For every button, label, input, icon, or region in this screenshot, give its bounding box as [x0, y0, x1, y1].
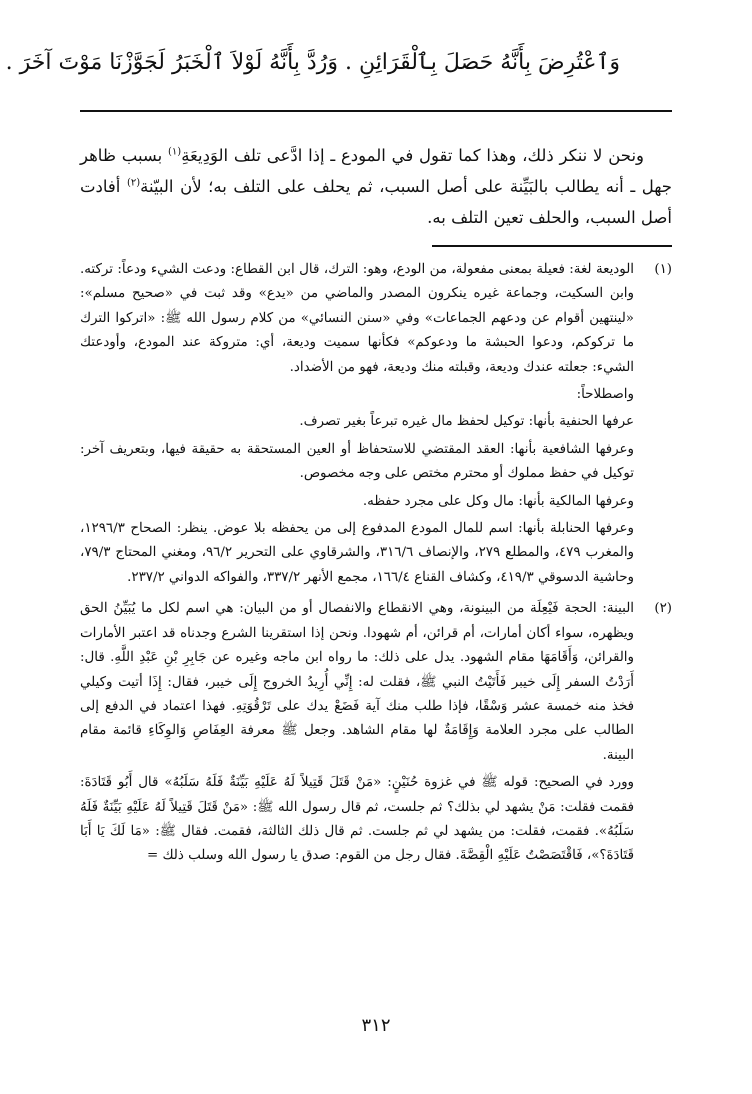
footnote-body	[80, 258, 634, 593]
footnotes	[80, 258, 672, 872]
footnote-paragraph: عرفها الحنفية بأنها: توكيل لحفظ مال غيره تبرعاً بغير تصرف.	[299, 414, 634, 430]
header-rule	[80, 110, 672, 112]
main-text-part-3: أفادت أصل السبب، والحلف تعين التلف به.	[80, 177, 672, 227]
footnote-body	[80, 597, 634, 871]
main-text-part-1: ونحن لا ننكر ذلك، وهذا كما تقول في المودع ـ إذا ادَّعى تلف الوَدِيعَةِ	[181, 146, 645, 165]
footnote-paragraph: وعرفها المالكية بأنها: مال وكل على مجرد حفظه.	[362, 493, 634, 509]
verse-line: وَٱعْتُرِضَ بِأَنَّهُ حَصَلَ بِٱلْقَرَائِنِ . وَرُدَّ بِأَنَّهُ لَوْلاَ ٱلْخَبَرُ لَجَوَّزْنَا مَوْتَ آخَرَ .	[5, 50, 620, 75]
footnote-number: (٢)	[654, 601, 672, 617]
page-number: ٣١٢	[361, 1015, 391, 1036]
footnote-paragraph: البينة: الحجة فَيْعِلَة من البينونة، وهي الانقطاع والانفصال أو من البيان: هي اسم لكل ما يُبَيِّنُ الحق ويظهره، سواء أكان أمارات، أم قرائن، أم شهودا. ونحن إذا استقرينا الشرع وجدناه قد اعتبر الأمارات والقرائن، وَأَقَامَهَا مقام الشهود. يدل على ذلك: ما رواه ابن ماجه وغيره عن جَابِرِ بْنِ عَبْدِ اللَّهِ. قال: أَرَدْتُ السفر إِلَى خيبر فَأَتَيْتُ النبي ﷺ، فقلت له: إِنِّي أُرِيدُ الخروج إِلَى خيبر، فقال: إِذَا أتيت وكيلي فخذ منه خمسة عشر وَسْقًا، فإذا طلب منك آية فَضَعْ يدك على تَرْقُوَتِهِ. فهذا اعتماد في الدفع إلى الطالب على مجرد العلامة وَإِقَامَةٌ لها مقام الشاهد. وجعل ﷺ معرفة العِفَاصِ وَالوِكَاءِ قائمة مقام البينة.	[80, 601, 634, 763]
footnote-paragraph: واصطلاحاً:	[576, 387, 634, 403]
footnote-2	[80, 597, 672, 871]
footnote-separator	[432, 245, 672, 247]
main-text	[80, 140, 672, 233]
footnote-ref-2[interactable]: (٢)	[126, 177, 141, 189]
main-paragraph	[80, 140, 672, 233]
footnote-paragraph: الوديعة لغة: فعيلة بمعنى مفعولة، من الودع، وهو: الترك، قال ابن القطاع: ودعت الشيء ودعاً: تركته. وابن السكيت، وجماعة غيره ينكرون المصدر والماضي من «يدع» وقد ثبت في «صحيح مسلم»: «لينتهين أقوام عن ودعهم الجماعات» وفي «سنن النسائي» من كلام رسول الله ﷺ: «اتركوا الترك ما تركوكم، ودعوا الحبشة ما ودعوكم» فكأنها سميت وديعة، أي: متروكة عند المودع، وأودعتك الشيء: جعلته عندك وديعة، وقبلته منك وديعة، فهو من الأضداد.	[80, 262, 634, 375]
footnote-paragraph: وورد في الصحيح: قوله ﷺ في غزوة حُنَيْنٍ: «مَنْ قَتَلَ قَتِيلاً لَهُ عَلَيْهِ بَيِّنَةٌ فَلَهُ سَلَبُهُ» قال أَبُو قَتَادَةَ: فقمت فقلت: مَنْ يشهد لي بذلك؟ ثم جلست، ثم قال رسول الله ﷺ: «مَنْ قَتَلَ قَتِيلاً لَهُ عَلَيْهِ بَيِّنَةٌ فَلَهُ سَلَبُهُ». فقمت، فقلت: من يشهد لي ثم جلست. ثم قال ذلك الثالثة، فقمت. فقال ﷺ: «مَا لَكَ يَا أَبَا قَتَادَةَ؟»، فَاقْتَصَصْتُ عَلَيْهِ الْقِصَّةَ. فقال رجل من القوم: صدق يا رسول الله وسلب ذلك =	[80, 775, 634, 864]
footnote-number: (١)	[654, 262, 672, 277]
main-text-part-2: بسبب ظاهر جهل ـ أنه يطالب بالبَيِّنة على أصل السبب، ثم يحلف على التلف به؛ لأن البيّنة	[80, 146, 673, 196]
footnote-1	[80, 258, 672, 593]
footnote-paragraph: وعرفها الحنابلة بأنها: اسم للمال المودع المدفوع إلى من يحفظه بلا عوض. ينظر: الصحاح ١٢٩٦/٣، والمغرب ٤٧٩، والمطلع ٢٧٩، والإنصاف ٣١٦/٦، والشرقاوي على التحرير ٩٦/٢، ومغني المحتاج ٧٩/٣، وحاشية الدسوقي ٤١٩/٣، وكشاف القناع ١٦٦/٤، مجمع الأنهر ٣٣٧/٢، والفواكه الدواني ٢٣٧/٢.	[80, 521, 635, 585]
footnote-ref-1[interactable]: (١)	[168, 146, 182, 158]
footnote-paragraph: وعرفها الشافعية بأنها: العقد المقتضي للاستحفاظ أو العين المستحقة به حقيقة فيها، وبتعريف آخر: توكيل في حفظ مملوك أو محترم مختص على وجه مخصوص.	[80, 441, 634, 482]
